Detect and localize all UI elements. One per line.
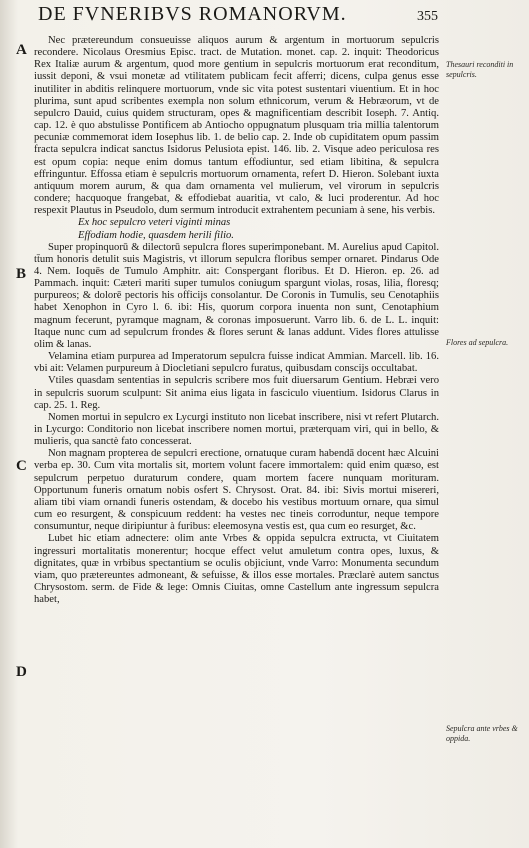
paragraph-nomen-mortui: Nomen mortui in sepulcro ex Lycurgi instituto non licebat inscribere, nisi vt refert Plutarch. in Lycurgo: Conditorio non licebat inscribere nomen mortui, præterquam viri, qui in bello, & mulieris, qua sanctè fato concesserat. xyxy=(34,411,439,448)
paragraph-velamina: Velamina etiam purpurea ad Imperatorum sepulcra fuisse indicat Ammian. Marcell. lib. 16. vbi ait: Velamen purpureum à Diocletiani sepulcro furatus, quibusdam conscijs occultabat. xyxy=(34,351,439,375)
paragraph-ornatus: Non magnam propterea de sepulcri erectione, ornatuque curam habendā docent hæc Alcuini verba ep. 30. Cum vita mortalis sit, mortem volunt facere immortalem: quid enim quæso, est sepulcrum perpetuo duraturum condere, quam mortem facere nunquam morituram. Opportunum funeris ornatum nobis osfert S. Chrysost. Orat. 84. ibi: Sivis mortui misereri, aliam tibi viam ornandi funeris ostendam, & docebo his vestibus mortuum ornare, qua simul cum eo resurgent, & conspicuum reddent: ha vestes nec tineis corroduntur, neque tempore consumuntur, neque diripiuntur à furibus: eleemosyna vestis est, qua cum eo resurget, &c. xyxy=(34,448,439,533)
side-note-thesauri: Thesauri reconditi in sepulcris. xyxy=(446,60,514,79)
paragraph-sententiae: Vtiles quasdam sententias in sepulcris scribere mos fuit diuersarum Gentium. Hebræi vero in sepulcris suorum sculpunt: Sit anima eius ligata in fasciculo viuentium. Isidorus Clarus in cap. 25. 1. Reg. xyxy=(34,375,439,411)
running-title: DE FVNERIBVS ROMANORVM. xyxy=(38,3,347,25)
page-number: 355 xyxy=(417,9,438,24)
body-text xyxy=(34,35,439,606)
side-note-flores: Flores ad sepulcra. xyxy=(446,338,509,347)
margin-letter-b: B xyxy=(16,266,27,282)
margin-letter-a: A xyxy=(16,42,27,58)
page-header xyxy=(38,3,438,29)
paragraph-flores: Super propinquorū & dilectorū sepulcra flores superimponebant. M. Aurelius apud Capitol. tt̄um honoris detulit suis Magistris, vt illorum sepulcra floribus semper ornaret. Pindarus Ode 4. Nem. Ioquēs de Tumulo Amphitr. ait: Conspergant floribus. Et D. Hieron. ep. 26. ad Pammach. inquit: Cæteri mariti super tumulos coniugum spargunt violas, rosas, lilia, floresq; purpureos; & dolorē pectoris his officijs consolantur. De Coronis in Tumulis, seu Cenotaphiis habet Xenophon in Cyro l. 6. ibi: His, quorum corpora inuenta non sunt, Cenotaphium magnum fecerunt, pyramque magnam, & coronas imposuerunt. Varro lib. 6. de L. L. inquit: Itaque nunc cum ad sepulcrum frondes & flores serunt & lanas addunt. Vides flores attulisse olim & lanas. xyxy=(34,241,439,350)
margin-letter-c: C xyxy=(16,458,27,474)
margin-letter-d: D xyxy=(16,664,27,680)
paragraph-ante-vrbes: Lubet hic etiam adnectere: olim ante Vrbes & oppida sepulcra extructa, vt Ciuitatem ingressuri mortalitatis monerentur; hocque effect velut amuletum contra opes, luxus, & dignitates, quæ in vrbibus spectantium se oculis objiciunt, vnde Varro: Monumenta secundum viam, quo prætereuntes admoneant, & sefuisse, & illos esse mortales. Præclarè autem sanctus Chrysostom. serm. de Fide & lege: Omnis Ciuitas, omne Castellum ante ingressum sepulcra habet, xyxy=(34,533,439,606)
verse-line-1: Ex hoc sepulcro veteri viginti minas xyxy=(78,217,231,229)
side-note-sepulcra: Sepulcra ante vrbes & oppida. xyxy=(446,724,518,743)
verse-line-2: Effodiam hodie, quasdem herili filio. xyxy=(78,229,234,241)
paragraph-thesauri: Nec prætereundum consueuisse aliquos aurum & argentum in mortuorum sepulcris recondere. Nicolaus Oresmius Episc. tract. de Mutation. monet. cap. 2. inquit: Theodoricus Rex Italiæ aurum & argentum, quod more gentium in sepulcris mortuorum erat reconditum, iussit deponi, & vsui monetæ ad vtilitatem publicam fecit afferri; dicens, culpa genus esse inutiliter in abditis relinquere mortuorum, vnde sic vita potest sustentari viuentium. Et in hoc plurima, sunt apud scribentes exempla non solum ethnicorum, verum & Hebræorum, vt de sepulcro Dauid, cuius quidem structuram, opes & magnificentiam describit Ioseph. 7. Antiq. cap. 12. è quo abstulisse Pontificem ab Antiocho oppugnatum plusquam tria millia talentorum pecuniæ commemorat idem Iosephus lib. 1. de belio cap. 2. Inde ob cupiditatem opum passim fracta sepulcra indicat sanctus Isidorus Pelusiota epist. 146. lib. 2. Visque adeo periculosa res est opum copia: neque enim domus tantum effodiuntur, sed etiam libitina, & sepulcra effringuntur. Effossa etiam è sepulcris mortuorum ornamenta, refert D. Hieron. Solebant iuxta antiquum morem aurum, & qua dam ornamenta vel mulierum, vel virorum in sepulcris condere; hacquoque frangebat, & effodiebat auaritia, vt calo, & luci proderentur. Ad hoc respexit Plautus in Pseudolo, dum sermum introducit extrahentem pecuniam à sene, his verbis. xyxy=(34,35,439,217)
